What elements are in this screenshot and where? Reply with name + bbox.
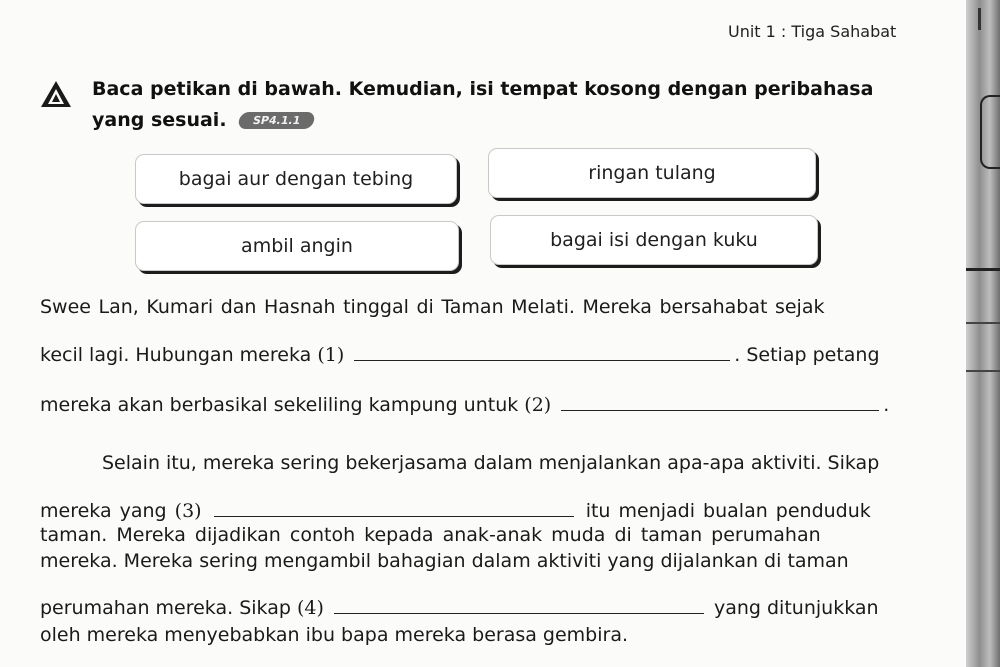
passage-line [40,597,879,619]
passage-line [40,500,871,522]
passage-text: kecil lagi. Hubungan mereka [40,344,312,366]
exercise-marker-icon [40,80,72,108]
unit-header: Unit 1 : Tiga Sahabat [728,22,897,41]
passage-line: oleh mereka menyebabkan ibu bapa mereka berasa gembira. [40,624,629,646]
passage-line: mereka. Mereka sering mengambil bahagian dalam aktiviti yang dijalankan di taman [40,550,849,572]
answer-blank-2[interactable] [561,409,879,411]
option-box[interactable]: ambil angin [135,221,459,271]
adjacent-page-edge [966,0,1000,667]
page-edge-mark [978,8,981,30]
page-edge-bracket [980,95,1000,169]
passage-line [40,344,880,366]
answer-blank-4[interactable] [334,612,704,614]
passage-text: perumahan mereka. Sikap [40,597,291,619]
passage-line: taman. Mereka dijadikan contoh kepada anak-anak muda di taman perumahan [40,524,821,546]
instruction-line-1: Baca petikan di bawah. Kemudian, isi tempat kosong dengan peribahasa [92,78,874,100]
option-box[interactable]: bagai aur dengan tebing [135,154,457,204]
instruction-line-2: yang sesuai. [92,109,227,131]
blank-number: (1) [317,344,345,366]
passage-line: Swee Lan, Kumari dan Hasnah tinggal di Taman Melati. Mereka bersahabat sejak [40,296,825,318]
passage-text: . [883,394,890,416]
answer-blank-1[interactable] [354,359,730,361]
exercise-instruction [40,74,920,136]
blank-number: (3) [174,500,202,522]
page-edge-line [966,322,1000,324]
skill-badge: SP4.1.1 [237,112,316,129]
answer-blank-3[interactable] [214,515,574,517]
option-box[interactable]: ringan tulang [488,148,816,198]
passage-line [40,394,889,416]
blank-number: (4) [296,597,324,619]
passage-text: . Setiap petang [734,344,880,366]
page-edge-line [966,268,1000,271]
blank-number: (2) [524,394,552,416]
option-box[interactable]: bagai isi dengan kuku [490,215,818,265]
passage-text: itu menjadi bualan penduduk [585,500,871,522]
passage-text: mereka akan berbasikal sekeliling kampung untuk [40,394,519,416]
passage-text: mereka yang [40,500,167,522]
passage-line: Selain itu, mereka sering bekerjasama dalam menjalankan apa-apa aktiviti. Sikap [102,452,880,474]
passage-text: yang ditunjukkan [713,597,879,619]
page-edge-line [966,370,1000,372]
